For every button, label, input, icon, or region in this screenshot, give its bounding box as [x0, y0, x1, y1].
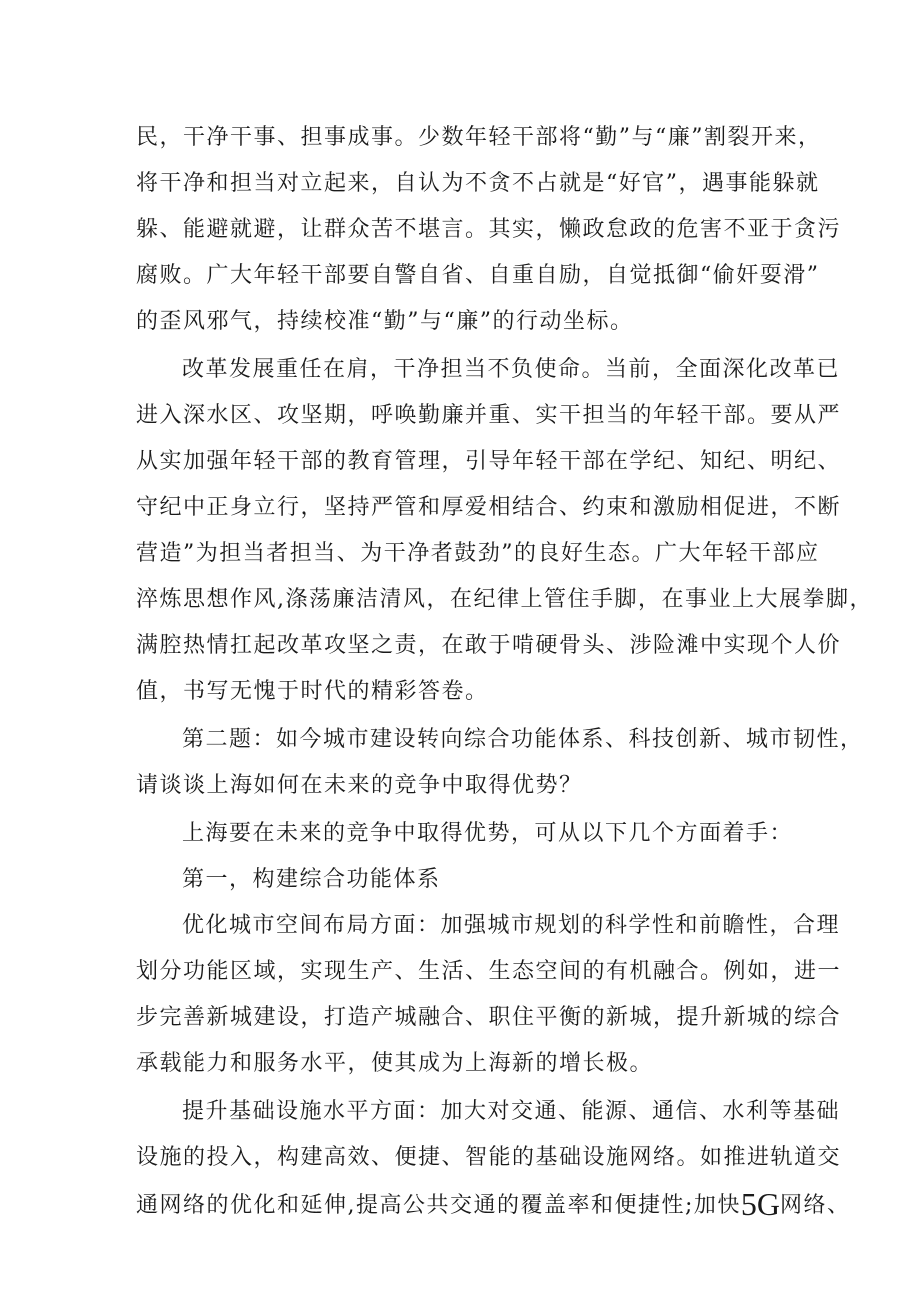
- question-paragraph: [136, 717, 864, 809]
- text-line: 上海要在未来的竞争中取得优势，可从以下几个方面着手：: [182, 821, 794, 846]
- text-line: 将干净和担当对立起来，自认为不贪不占就是“好官”，遇事能躲就: [136, 171, 820, 196]
- text-line: 第一，构建综合功能体系: [182, 867, 441, 892]
- answer-intro-paragraph: [136, 811, 796, 857]
- text-line: 值，书写无愧于时代的精彩答卷。: [136, 679, 489, 704]
- text-line: 承载能力和服务水平，使其成为上海新的增长极。: [136, 1051, 654, 1076]
- text-line: 进入深水区、攻坚期，呼唤勤廉并重、实干担当的年轻干部。要从严: [136, 403, 842, 428]
- text-fragment: 网络、: [780, 1193, 851, 1218]
- text-line: 划分功能区域，实现生产、生活、生态空间的有机融合。例如，进一: [136, 959, 842, 984]
- text-line: 的歪风邪气，持续校准“勤”与“廉”的行动坐标。: [136, 309, 634, 334]
- text-line: 腐败。广大年轻干部要自警自省、自重自励，自觉抵御“偷奸耍滑”: [136, 263, 820, 288]
- text-line: 步完善新城建设，打造产城融合、职住平衡的新城，提升新城的综合: [136, 1005, 842, 1030]
- text-line: 从实加强年轻干部的教育管理，引导年轻干部在学纪、知纪、明纪、: [136, 449, 842, 474]
- document-body: [136, 115, 873, 1227]
- text-line: 优化城市空间布局方面：加强城市规划的科学性和前瞻性，合理: [182, 913, 841, 938]
- text-line: 改革发展重任在肩，干净担当不负使命。当前，全面深化改革已: [182, 357, 841, 382]
- paragraph-infrastructure: [136, 1089, 851, 1227]
- highlight-5g: 5G: [740, 1186, 781, 1222]
- text-line: 躲、能避就避，让群众苦不堪言。其实，懒政怠政的危害不亚于贪污: [136, 217, 842, 242]
- text-line: 营造”为担当者担当、为干净者鼓劲”的良好生态。广大年轻干部应: [136, 541, 820, 566]
- text-line: 淬炼思想作风,涤荡廉洁清风，在纪律上管住手脚，在事业上大展拳脚，: [136, 587, 873, 612]
- text-line: 民，干净干事、担事成事。少数年轻干部将“勤”与“廉”割裂开来，: [136, 125, 822, 150]
- text-line: 守纪中正身立行，坚持严管和厚爱相结合、约束和激励相促进，不断: [136, 495, 842, 520]
- text-line: 第二题：如今城市建设转向综合功能体系、科技创新、城市韧性，: [182, 727, 864, 752]
- text-line: 满腔热情扛起改革攻坚之责，在敢于啃硬骨头、涉险滩中实现个人价: [136, 633, 842, 658]
- text-line: 请谈谈上海如何在未来的竞争中取得优势？: [136, 773, 583, 798]
- text-fragment: 通网络的优化和延伸,提高公共交通的覆盖率和便捷性;加快: [136, 1193, 741, 1218]
- paragraph-1: [136, 115, 842, 345]
- section-heading: [136, 857, 796, 903]
- text-line: 设施的投入，构建高效、便捷、智能的基础设施网络。如推进轨道交: [136, 1145, 842, 1170]
- paragraph-spatial-layout: [136, 903, 842, 1087]
- paragraph-2: [136, 347, 873, 715]
- text-line-last: [136, 1181, 851, 1227]
- text-line: 提升基础设施水平方面：加大对交通、能源、通信、水利等基础: [182, 1099, 841, 1124]
